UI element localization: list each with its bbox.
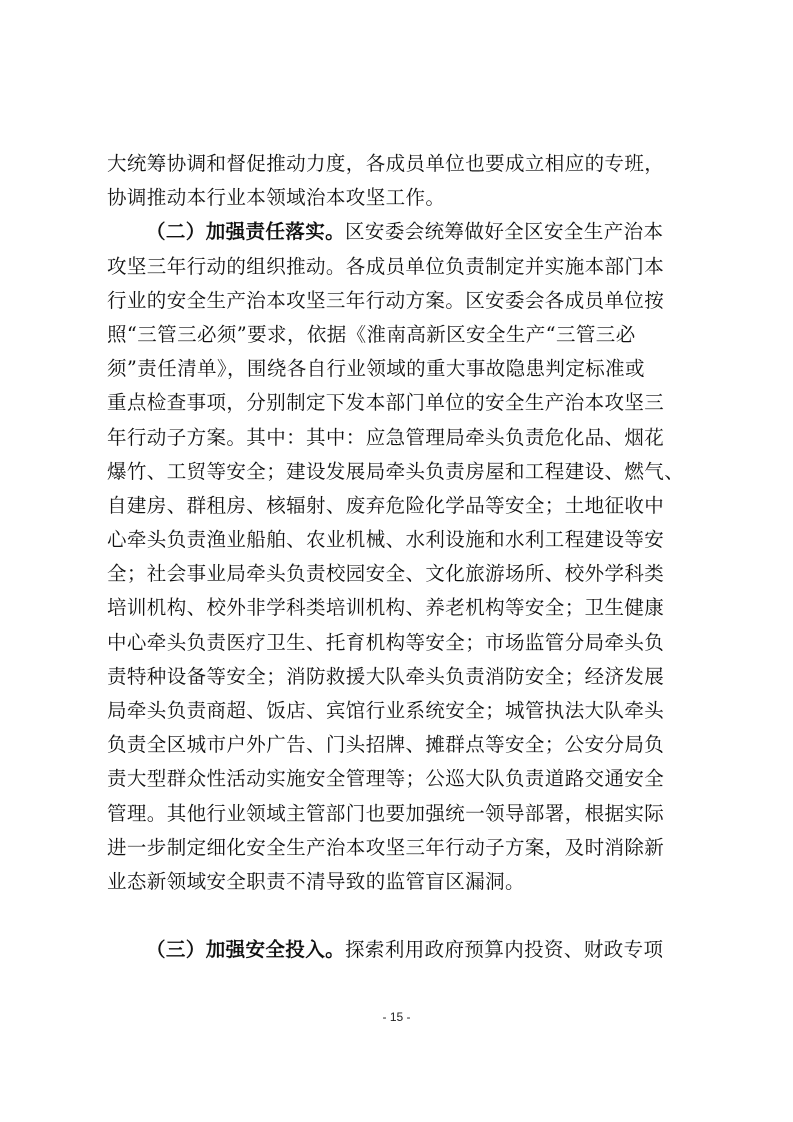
- section-3-text: 探索利用政府预算内投资、财政专项: [345, 938, 664, 962]
- text-line: 行业的安全生产治本攻坚三年行动方案。区安委会各成员单位按: [107, 288, 665, 312]
- section-3-heading: （三）加强安全投入。: [146, 938, 346, 962]
- body-text: [107, 147, 687, 968]
- text-line: 局牵头负责商超、饭店、宾馆行业系统安全；城管执法大队牵头: [107, 699, 665, 722]
- page-number: - 15 -: [382, 1010, 411, 1024]
- text-line: 中心牵头负责医疗卫生、托育机构等安全；市场监管分局牵头负: [107, 630, 665, 654]
- text-line: 心牵头负责渔业船舶、农业机械、水利设施和水利工程建设等安: [107, 528, 665, 552]
- text-line: [107, 899, 687, 933]
- text-line: 年行动子方案。其中：其中：应急管理局牵头负责危化品、烟花: [107, 425, 665, 449]
- section-2-first-line: [107, 215, 687, 249]
- section-2-text: 区安委会统筹做好全区安全生产治本: [345, 220, 664, 244]
- text-line: 爆竹、工贸等安全；建设发展局牵头负责房屋和工程建设、燃气、: [107, 459, 685, 483]
- text-line: 培训机构、校外非学科类培训机构、养老机构等安全；卫生健康: [107, 596, 665, 620]
- text-line: 管理。其他行业领域主管部门也要加强统一领导部署，根据实际: [107, 801, 665, 825]
- text-line: 进一步制定细化安全生产治本攻坚三年行动子方案，及时消除新: [107, 835, 665, 859]
- text-line: 责大型群众性活动实施安全管理等；公巡大队负责道路交通安全: [107, 767, 665, 791]
- text-line: 大统筹协调和督促推动力度，各成员单位也要成立相应的专班，: [107, 152, 665, 175]
- text-line: 责特种设备等安全；消防救援大队牵头负责消防安全；经济发展: [107, 664, 665, 688]
- text-line: 全；社会事业局牵头负责校园安全、文化旅游场所、校外学科类: [107, 562, 665, 586]
- text-line: 攻坚三年行动的组织推动。各成员单位负责制定并实施本部门本: [107, 254, 665, 278]
- text-line: 照“三管三必须”要求，依据《淮南高新区安全生产“三管三必: [107, 322, 636, 346]
- section-2-heading: （二）加强责任落实。: [146, 220, 346, 244]
- text-line: 自建房、群租房、核辐射、废弃危险化学品等安全；土地征收中: [107, 493, 665, 517]
- text-line: 业态新领域安全职责不清导致的监管盲区漏洞。: [107, 869, 525, 893]
- section-3-first-line: [107, 933, 687, 967]
- text-line: 负责全区城市户外广告、门头招牌、摊群点等安全；公安分局负: [107, 733, 665, 757]
- text-line: 重点检查事项，分别制定下发本部门单位的安全生产治本攻坚三: [107, 391, 665, 415]
- text-line: 须”责任清单》，围绕各自行业领域的重大事故隐患判定标准或: [107, 357, 645, 381]
- text-line: 协调推动本行业本领域治本攻坚工作。: [107, 186, 446, 210]
